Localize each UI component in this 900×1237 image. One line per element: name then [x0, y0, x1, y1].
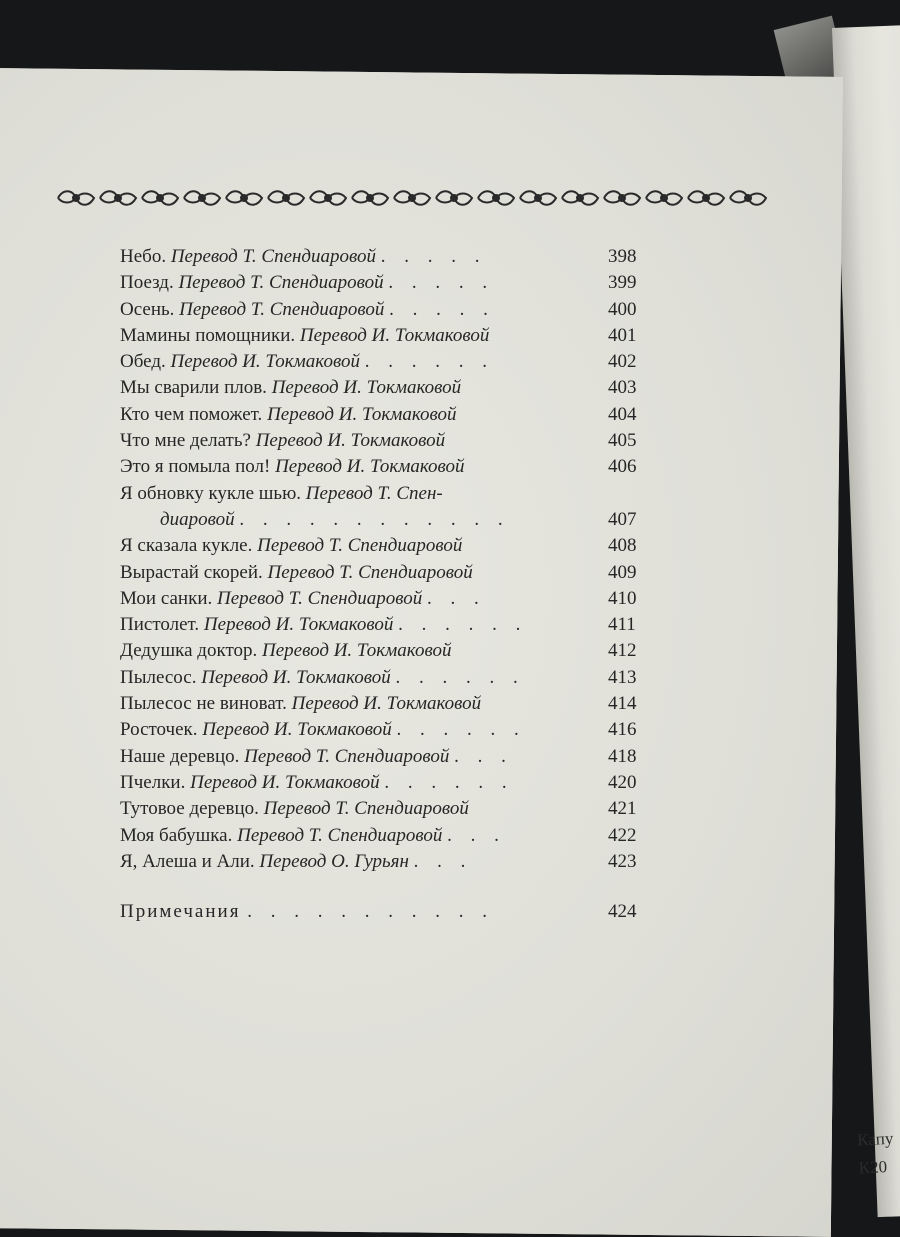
- toc-entry-title: Тутовое деревцо.: [120, 798, 259, 820]
- toc-entry-text: [120, 796, 590, 822]
- toc-page-number: 409: [608, 561, 637, 583]
- toc-leader-dots: . . .: [413, 850, 473, 872]
- ornament-knot: [73, 195, 79, 201]
- toc-page-number: 400: [608, 298, 637, 320]
- ornament-knot: [493, 195, 499, 201]
- toc-page-number: 407: [608, 508, 637, 530]
- toc-entry-text: [120, 402, 590, 428]
- toc-leader-dots: . . . . . . . . . . .: [247, 901, 494, 923]
- ornament-knot: [577, 195, 583, 201]
- toc-leader-dots: . . . . .: [388, 272, 495, 294]
- toc-notes-title: Примечания: [120, 901, 241, 923]
- toc-entry-title: Поезд.: [120, 272, 174, 294]
- toc-entry: [120, 270, 640, 296]
- toc-page-number: 404: [608, 403, 637, 425]
- toc-entry: [120, 507, 640, 533]
- toc-entry-translator: Перевод Т. Спен-: [305, 482, 443, 504]
- decorative-ornament-border: [50, 178, 770, 218]
- toc-entry-translator: Перевод И. Токмаковой: [291, 693, 482, 715]
- toc-entry-title: Обед.: [120, 351, 166, 373]
- ornament-knot: [661, 195, 667, 201]
- toc-entry: [120, 428, 640, 454]
- toc-entry: [120, 402, 640, 428]
- toc-entry-title: Я обновку кукле шью.: [120, 482, 302, 504]
- toc-entry-text: [120, 665, 590, 691]
- toc-entry-title: Что мне делать?: [120, 430, 251, 452]
- toc-entry-translator: Перевод О. Гурьян: [259, 850, 409, 872]
- toc-entry-translator: Перевод Т. Спендиаровой: [178, 272, 384, 294]
- toc-leader-dots: . . . . . .: [398, 614, 528, 636]
- next-page-line-2: К20: [858, 1157, 888, 1178]
- toc-entry-translator: Перевод И. Токмаковой: [201, 666, 391, 688]
- toc-entry: [120, 244, 640, 270]
- toc-entry-title: Это я помыла пол!: [120, 456, 271, 478]
- toc-entry-text: [120, 899, 590, 925]
- toc-page-number: 413: [608, 666, 637, 688]
- toc-entry-text: [120, 507, 630, 533]
- toc-entry: [120, 823, 640, 849]
- toc-notes-entry: [120, 899, 640, 925]
- toc-entry-translator: Перевод И. Токмаковой: [202, 719, 392, 741]
- toc-entry-translator: Перевод И. Токмаковой: [271, 377, 462, 399]
- toc-entry: [120, 612, 640, 638]
- toc-entry-translator: диаровой: [160, 508, 235, 530]
- toc-entry: [120, 665, 640, 691]
- toc-entry: [120, 638, 640, 664]
- ornament-knot: [619, 195, 625, 201]
- toc-entry-text: [120, 849, 590, 875]
- toc-entry: [120, 744, 640, 770]
- toc-entry-translator: Перевод Т. Спендиаровой: [179, 298, 385, 320]
- toc-page-number: 412: [608, 640, 637, 662]
- toc-entry-title: Вырастай скорей.: [120, 561, 263, 583]
- toc-entry-title: Мои санки.: [120, 587, 213, 609]
- toc-entry: [120, 349, 640, 375]
- toc-entry-text: [120, 770, 590, 796]
- toc-leader-dots: . . . . . .: [384, 771, 514, 793]
- toc-page-number: 401: [608, 324, 637, 346]
- toc-entry: [120, 454, 640, 480]
- toc-page-number: 423: [608, 850, 637, 872]
- toc-page-number: 418: [608, 745, 637, 767]
- ornament-knot: [283, 195, 289, 201]
- toc-entry-text: [120, 638, 590, 664]
- toc-entry-text: [120, 823, 590, 849]
- toc-entry-translator: Перевод Т. Спендиаровой: [170, 246, 377, 267]
- toc-entry-text: [120, 323, 590, 349]
- toc-entry-text: [120, 297, 590, 323]
- toc-entry: [120, 849, 640, 875]
- toc-entry-translator: Перевод И. Токмаковой: [190, 771, 380, 793]
- toc-entry-text: [120, 375, 590, 401]
- toc-entry-title: Небо.: [120, 246, 167, 267]
- toc-entry-text: [120, 533, 590, 559]
- toc-entry-translator: Перевод И. Токмаковой: [255, 430, 446, 452]
- toc-entry: [120, 323, 640, 349]
- toc-page-number: 421: [608, 798, 637, 820]
- ornament-knot: [115, 195, 121, 201]
- toc-entry-translator: Перевод Т. Спендиаровой: [257, 535, 463, 557]
- toc-leader-dots: . . .: [426, 587, 486, 609]
- toc-entry-title: Росточек.: [120, 719, 198, 741]
- toc-entry-title: Мы сварили плов.: [120, 377, 267, 399]
- toc-entry: [120, 297, 640, 323]
- toc-entry-translator: Перевод И. Токмаковой: [203, 614, 394, 636]
- toc-entry: [120, 691, 640, 717]
- toc-entry-title: Наше деревцо.: [120, 745, 240, 767]
- toc-entry: [120, 796, 640, 822]
- toc-page-number: 424: [608, 901, 637, 923]
- toc-leader-dots: . . .: [454, 745, 513, 767]
- toc-entry-text: [120, 244, 590, 270]
- toc-entry-translator: Перевод Т. Спендиаровой: [244, 745, 450, 767]
- toc-entry-translator: Перевод Т. Спендиаровой: [263, 798, 469, 820]
- toc-entry: [120, 560, 640, 586]
- toc-entry-text: [120, 612, 590, 638]
- toc-entry-title: Дедушка доктор.: [120, 640, 258, 662]
- next-page-text: [857, 1123, 900, 1182]
- toc-entry-translator: Перевод И. Токмаковой: [170, 351, 360, 373]
- toc-page-number: 411: [608, 614, 636, 636]
- toc-entry-translator: Перевод И. Токмаковой: [262, 640, 452, 662]
- toc-entry-text: [120, 481, 590, 507]
- next-page-edge: [832, 23, 900, 1217]
- toc-page-number: 405: [608, 430, 637, 452]
- toc-page-number: 403: [608, 377, 637, 399]
- toc-leader-dots: . . . . . . . . . . . .: [239, 508, 510, 530]
- ornament-knot: [325, 195, 331, 201]
- ornament-knot: [157, 195, 163, 201]
- toc-page-number: 410: [608, 587, 637, 609]
- toc-entry-text: [120, 691, 590, 717]
- toc-page-number: 420: [608, 771, 637, 793]
- toc-entry-title: Я сказала кукле.: [120, 535, 253, 557]
- toc-entry-title: Пистолет.: [120, 614, 200, 636]
- toc-entry: [120, 586, 640, 612]
- toc-page-number: 406: [608, 456, 637, 478]
- toc-leader-dots: . . . . . .: [396, 719, 526, 741]
- toc-entry-text: [120, 270, 590, 296]
- toc-page-number: 416: [608, 719, 637, 741]
- toc-entry-text: [120, 586, 590, 612]
- toc-entry-title: Пылесос не виноват.: [120, 693, 287, 715]
- toc-leader-dots: . . . . .: [380, 246, 487, 267]
- ornament-knot: [745, 195, 751, 201]
- toc-page-number: 422: [608, 824, 637, 846]
- toc-entry-translator: Перевод И. Токмаковой: [267, 403, 457, 425]
- toc-page-number: 414: [608, 693, 637, 715]
- toc-entry-translator: Перевод Т. Спендиаровой: [237, 824, 443, 846]
- toc-entry-title: Мамины помощники.: [120, 324, 296, 346]
- toc-entry-text: [120, 560, 590, 586]
- toc-leader-dots: . . . . . .: [395, 666, 525, 688]
- ornament-knot: [535, 195, 541, 201]
- toc-entry-title: Моя бабушка.: [120, 824, 233, 846]
- toc-leader-dots: . . . . . .: [364, 351, 494, 373]
- ornament-knot: [367, 195, 373, 201]
- ornament-knot: [199, 195, 205, 201]
- toc-entry-translator: Перевод Т. Спендиаровой: [217, 587, 423, 609]
- toc-entry: [120, 533, 640, 559]
- toc-leader-dots: . . .: [447, 824, 506, 846]
- toc-entry: [120, 770, 640, 796]
- toc-entry: [120, 481, 640, 507]
- toc-entry: [120, 375, 640, 401]
- toc-entry-text: [120, 428, 590, 454]
- toc-entry: [120, 717, 640, 743]
- toc-page-number: 402: [608, 351, 637, 373]
- toc-entry-title: Пчелки.: [120, 771, 186, 793]
- table-of-contents: [120, 244, 640, 925]
- toc-entry-translator: Перевод И. Токмаковой: [299, 324, 490, 346]
- toc-leader-dots: . . . . .: [389, 298, 495, 320]
- toc-entry-title: Пылесос.: [120, 666, 197, 688]
- toc-page-number: 399: [608, 272, 637, 294]
- ornament-knot: [241, 195, 247, 201]
- toc-entry-translator: Перевод И. Токмаковой: [275, 456, 465, 478]
- toc-entry-translator: Перевод Т. Спендиаровой: [267, 561, 473, 583]
- toc-page-number: 398: [608, 246, 637, 267]
- next-page-line-1: Капу: [856, 1128, 894, 1150]
- toc-entry-text: [120, 717, 590, 743]
- toc-entry-text: [120, 454, 590, 480]
- ornament-knot: [409, 195, 415, 201]
- toc-entry-text: [120, 349, 590, 375]
- toc-page-number: 408: [608, 535, 637, 557]
- toc-entry-title: Кто чем поможет.: [120, 403, 263, 425]
- toc-entry-text: [120, 744, 590, 770]
- toc-entry-title: Я, Алеша и Али.: [120, 850, 255, 872]
- ornament-knot: [703, 195, 709, 201]
- toc-entry-title: Осень.: [120, 298, 175, 320]
- ornament-knot: [451, 195, 457, 201]
